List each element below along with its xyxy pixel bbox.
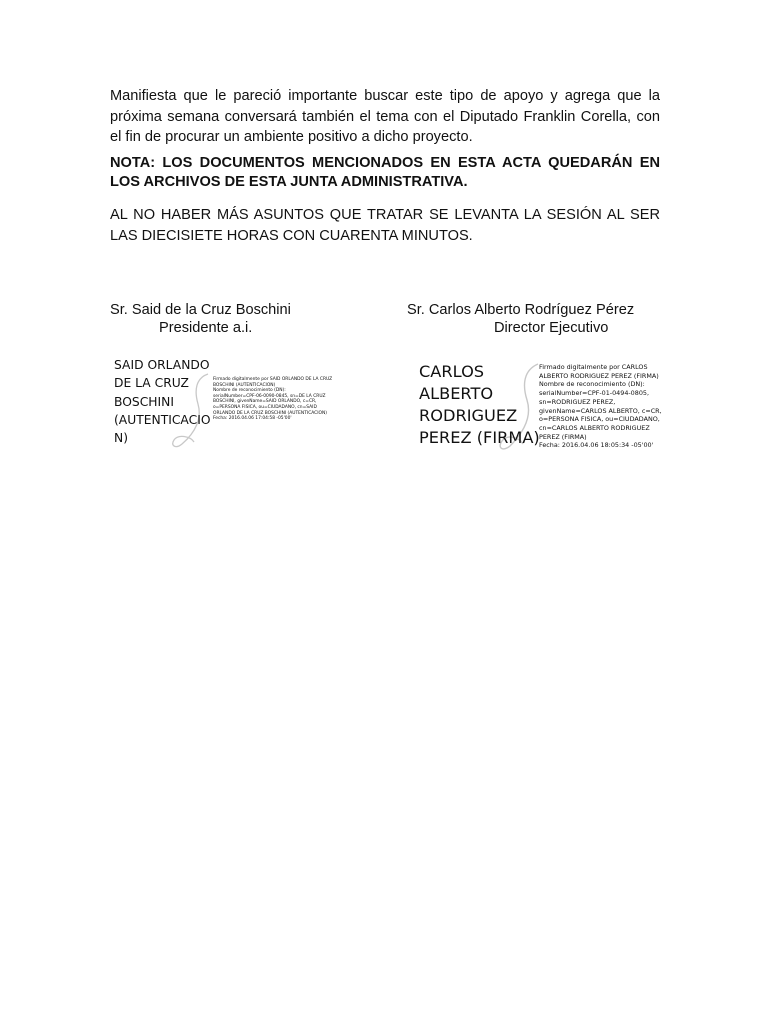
cert-left-big-line: N) — [114, 431, 128, 446]
cert-right-big-line: ALBERTO — [419, 384, 494, 403]
cert-right-small-line: ALBERTO RODRIGUEZ PEREZ (FIRMA) — [539, 371, 659, 380]
signatory-right-role: Director Ejecutivo — [494, 320, 609, 336]
cert-left-big-line: BOSCHINI — [114, 394, 174, 409]
cert-left-small-line: Firmado digitalmente por SAID ORLANDO DE LA CRUZ — [213, 377, 333, 382]
cert-right-big-line: RODRIGUEZ — [419, 406, 518, 425]
cert-left-small-line: Fecha: 2016.04.06 17:04:58 -05'00' — [213, 416, 292, 422]
cert-left-small-line: o=PERSONA FISICA, ou=CIUDADANO, cn=SAID — [213, 404, 317, 410]
signatory-right-name: Sr. Carlos Alberto Rodríguez Pérez — [407, 302, 635, 318]
signatory-left-name: Sr. Said de la Cruz Boschini — [110, 302, 291, 318]
cert-right-small-line: givenName=CARLOS ALBERTO, c=CR, — [539, 406, 662, 415]
cert-left-small-line: Nombre de reconocimiento (DN): — [213, 388, 286, 394]
signatory-left-role: Presidente a.i. — [159, 320, 253, 336]
cert-right-small-line: Nombre de reconocimiento (DN): — [539, 380, 645, 389]
cert-right-small-line: serialNumber=CPF-01-0494-0805, — [539, 389, 649, 398]
cert-right-small-text — [539, 363, 662, 450]
cert-right-small-line: o=PERSONA FISICA, ou=CIUDADANO, — [539, 415, 660, 424]
nota-paragraph: NOTA: LOS DOCUMENTOS MENCIONADOS EN ESTA ACTA QUEDARÁN EN LOS ARCHIVOS DE ESTA JUNTA ADMINISTRATIVA. — [110, 155, 660, 190]
cert-left-small-line: serialNumber=CPF-06-0090-0845, sn=DE LA CRUZ — [213, 393, 326, 399]
cert-left-small-line: BOSCHINI (AUTENTICACION) — [213, 382, 276, 388]
cert-right-big-line: PEREZ (FIRMA) — [419, 428, 540, 447]
cert-right-small-line: PEREZ (FIRMA) — [539, 432, 587, 441]
cert-left-big-line: SAID ORLANDO — [114, 358, 210, 372]
cert-right-small-line: Firmado digitalmente por CARLOS — [539, 363, 648, 371]
cert-right-small-line: cn=CARLOS ALBERTO RODRIGUEZ — [539, 423, 650, 432]
cert-right-small-line: sn=RODRIGUEZ PEREZ, — [539, 397, 616, 406]
cert-left-big-line: DE LA CRUZ — [114, 376, 189, 391]
cert-right-small-line: Fecha: 2016.04.06 18:05:34 -05'00' — [539, 441, 654, 450]
paragraph-manifiesta: Manifiesta que le pareció importante buscar este tipo de apoyo y agrega que la próxima semana conversará también el tema con el Diputado Franklin Corella, con el fin de procurar un ambiente positivo a dicho proyecto. — [110, 88, 660, 145]
cert-left-small-line: BOSCHINI, givenName=SAID ORLANDO, c=CR, — [213, 399, 317, 405]
cert-left-small-text — [213, 377, 332, 422]
closing-paragraph: AL NO HABER MÁS ASUNTOS QUE TRATAR SE LEVANTA LA SESIÓN AL SER LAS DIECISIETE HORAS CON CUARENTA MINUTOS. — [110, 207, 660, 244]
cert-right-big-text — [419, 361, 540, 449]
cert-left-small-line: ORLANDO DE LA CRUZ BOSCHINI (AUTENTICACION) — [213, 410, 327, 416]
cert-left-big-text — [114, 356, 211, 447]
cert-left-big-line: (AUTENTICACIO — [114, 412, 211, 427]
cert-right-big-line: CARLOS — [419, 362, 485, 381]
